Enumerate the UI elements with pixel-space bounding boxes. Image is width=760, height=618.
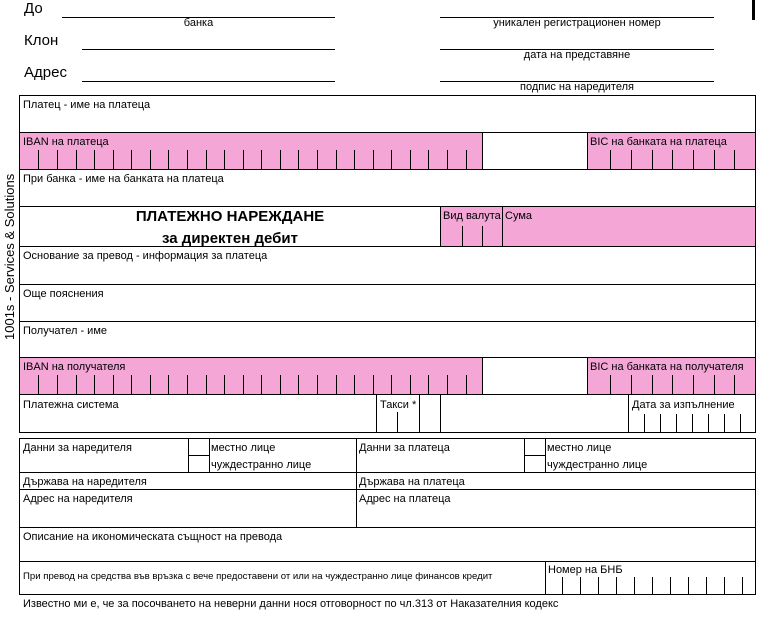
payer-local-label: местно лице [547,442,612,454]
branch-label: Клон [24,32,59,49]
more-info-field[interactable] [19,285,756,321]
payer-bank-label: При банка - име на банката на платеца [23,173,224,185]
payer-bank-field[interactable] [19,170,756,206]
corner-mark [752,0,755,20]
address-line[interactable] [82,81,335,82]
amount-field[interactable] [503,207,755,246]
payer-country-field[interactable] [357,473,755,489]
reason-label: Основание за превод - информация за платеца [23,250,268,262]
payer-iban-ticks [20,132,756,170]
form-subtitle: за директен дебит [162,230,298,247]
bnb-number-label: Номер на БНБ [548,564,623,576]
credit-note-label: При превод на средства във връзка с вече предоставени от или на чуждестранно лице финансов кредит [23,571,493,582]
bank-caption: банка [183,17,214,29]
execution-date-label: Дата за изпълнение [632,399,735,411]
execution-date-ticks [629,394,756,433]
transfer-description-field[interactable] [19,528,756,561]
bnb-number-ticks [545,561,756,596]
signature-caption: подпис на наредителя [520,81,634,93]
payer-country-label: Държава на платеца [359,476,465,488]
payment-system-label: Платежна система [23,399,119,411]
currency-ticks [441,206,503,247]
payer-name-label: Платец - име на платеца [23,99,151,111]
payer-bic-label: BIC на банката на платеца [590,136,727,148]
recipient-iban-label: IBAN на получателя [23,361,126,373]
orderer-country-label: Държава на наредителя [23,476,147,488]
amount-label: Сума [505,210,533,222]
payer-foreign-checkbox[interactable] [525,456,545,472]
recipient-name-label: Получател - име [23,325,107,337]
orderer-country-field[interactable] [19,473,356,489]
recipient-iban-ticks [20,357,756,395]
payer-foreign-label: чуждестранно лице [547,459,648,471]
footer-note: Известно ми е, че за посочването на неверни данни нося отговорност по чл.313 от Наказателния кодекс [23,598,559,610]
reason-field[interactable] [19,247,756,284]
orderer-local-label: местно лице [211,442,276,454]
divider [545,438,546,472]
orderer-address-label: Адрес на наредителя [23,493,133,505]
payment-system-field[interactable] [19,395,376,432]
side-watermark: 1001s - Services & Solutions [2,173,17,340]
more-info-label: Още пояснения [23,288,104,300]
recipient-name-field[interactable] [19,322,756,357]
payer-address-label: Адрес на платеца [359,493,451,505]
fees-ticks [376,394,441,433]
orderer-foreign-checkbox[interactable] [189,456,209,472]
payer-name-field[interactable] [19,95,756,132]
form-title: ПЛАТЕЖНО НАРЕЖДАНЕ [135,208,325,225]
fees-label: Такси * [380,399,417,411]
reg-number-caption: уникален регистрационен номер [493,17,661,29]
orderer-local-checkbox[interactable] [189,439,209,455]
payer-local-checkbox[interactable] [525,439,545,455]
payer-address-field[interactable] [357,490,755,526]
orderer-address-field[interactable] [19,490,356,526]
branch-line[interactable] [82,49,335,50]
payer-data-label: Данни за платеца [359,442,450,454]
address-label: Адрес [24,64,67,81]
payer-iban-label: IBAN на платеца [23,136,109,148]
submit-date-caption: дата на представяне [523,49,631,61]
currency-label: Вид валута [443,210,501,222]
to-label: До [24,0,43,17]
divider [209,438,210,472]
orderer-data-label: Данни за наредителя [23,442,132,454]
transfer-description-label: Описание на икономическата същност на превода [23,531,283,543]
orderer-foreign-label: чуждестранно лице [211,459,312,471]
recipient-bic-label: BIC на банката на получателя [590,361,744,373]
